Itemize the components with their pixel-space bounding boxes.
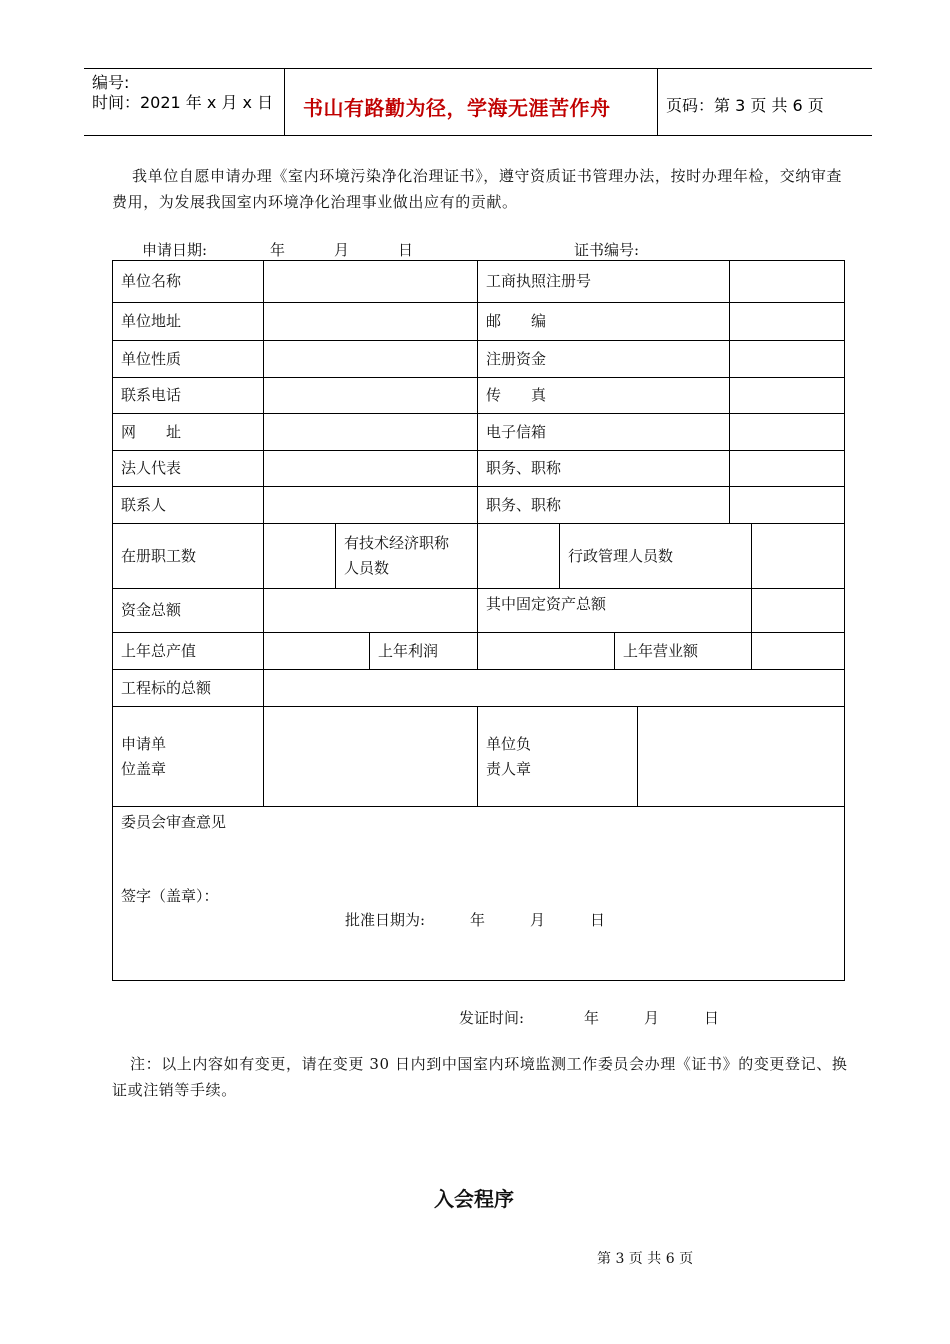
header-top-rule [84, 68, 872, 69]
label-contact-position: 职务、职称 [478, 487, 730, 524]
label-admin-staff: 行政管理人员数 [560, 524, 752, 589]
application-form [112, 260, 845, 981]
label-applicant-seal-line1: 申请单 [121, 734, 167, 753]
field-unit-address[interactable] [264, 303, 478, 341]
label-last-year-revenue: 上年营业额 [615, 633, 752, 670]
label-email: 电子信箱 [478, 414, 730, 451]
field-unit-nature[interactable] [264, 341, 478, 378]
section-title: 入会程序 [434, 1187, 514, 1211]
field-phone[interactable] [264, 378, 478, 414]
field-postcode[interactable] [730, 303, 845, 341]
cert-number-label: 证书编号: [574, 241, 640, 259]
field-business-license[interactable] [730, 261, 845, 303]
label-leader-seal-line2: 责人章 [486, 759, 532, 778]
label-leader-seal-line1: 单位负 [486, 734, 532, 753]
label-tech-staff-line2: 人员数 [344, 559, 390, 577]
label-business-license: 工商执照注册号 [478, 261, 730, 303]
label-legal-rep: 法人代表 [113, 451, 264, 487]
label-last-year-profit: 上年利润 [370, 633, 478, 670]
label-unit-address: 单位地址 [113, 303, 264, 341]
field-contact-position[interactable] [730, 487, 845, 524]
label-tech-staff [336, 524, 478, 589]
field-leader-seal[interactable] [638, 707, 845, 807]
header-divider-left [284, 68, 285, 136]
apply-date-month: 月 [334, 241, 350, 259]
label-project-total: 工程标的总额 [113, 670, 264, 707]
label-applicant-seal-line2: 位盖章 [121, 759, 167, 778]
label-fax: 传 真 [478, 378, 730, 414]
label-staff-count: 在册职工数 [113, 524, 264, 589]
label-postcode: 邮 编 [478, 303, 730, 341]
header-bottom-rule [84, 135, 872, 136]
apply-date-year: 年 [270, 241, 286, 259]
label-last-year-output: 上年总产值 [113, 633, 264, 670]
intro-paragraph: 我单位自愿申请办理《室内环境污染净化治理证书》，遵守资质证书管理办法，按时办理年检，交纳审查费用，为发展我国室内环境净化治理事业做出应有的贡献。 [112, 167, 843, 211]
field-contact[interactable] [264, 487, 478, 524]
label-signature: 签字（盖章）： [121, 887, 219, 905]
page-footer: 第 3 页 共 6 页 [597, 1251, 694, 1267]
page-indicator: 页码：第 3 页 共 6 页 [666, 96, 824, 115]
issue-date: 发证时间: 年 月 日 [459, 1009, 720, 1027]
field-project-total[interactable] [264, 670, 845, 707]
field-tech-staff[interactable] [478, 524, 560, 589]
label-contact: 联系人 [113, 487, 264, 524]
label-leader-seal [478, 707, 638, 807]
field-registered-capital[interactable] [730, 341, 845, 378]
apply-date-label: 申请日期: [142, 241, 208, 259]
field-last-year-profit[interactable] [478, 633, 615, 670]
label-unit-nature: 单位性质 [113, 341, 264, 378]
field-total-capital[interactable] [264, 589, 478, 633]
document-date-label: 时间：2021 年 x 月 x 日 [92, 93, 274, 112]
field-applicant-seal[interactable] [264, 707, 478, 807]
field-staff-count[interactable] [264, 524, 336, 589]
field-website[interactable] [264, 414, 478, 451]
label-tech-staff-line1: 有技术经济职称 [344, 534, 450, 552]
field-last-year-revenue[interactable] [752, 633, 845, 670]
label-fixed-assets: 其中固定资产总额 [478, 589, 752, 633]
label-legal-rep-position: 职务、职称 [478, 451, 730, 487]
header-motto: 书山有路勤为径，学海无涯苦作舟 [303, 96, 611, 120]
field-legal-rep[interactable] [264, 451, 478, 487]
change-note: 注：以上内容如有变更，请在变更 30 日内到中国室内环境监测工作委员会办理《证书》的变更登记、换证或注销等手续。 [112, 1055, 848, 1099]
label-approval-date: 批准日期为: 年 月 日 [345, 911, 606, 929]
document-number-label: 编号: [92, 73, 130, 92]
field-admin-staff[interactable] [752, 524, 845, 589]
header-divider-right [657, 68, 658, 136]
field-last-year-output[interactable] [264, 633, 370, 670]
apply-date-day: 日 [398, 241, 414, 259]
field-legal-rep-position[interactable] [730, 451, 845, 487]
field-fixed-assets[interactable] [752, 589, 845, 633]
field-email[interactable] [730, 414, 845, 451]
field-fax[interactable] [730, 378, 845, 414]
committee-opinion-cell[interactable] [113, 807, 845, 981]
label-total-capital: 资金总额 [113, 589, 264, 633]
label-phone: 联系电话 [113, 378, 264, 414]
label-committee-opinion: 委员会审查意见 [121, 813, 227, 831]
label-website: 网 址 [113, 414, 264, 451]
label-applicant-seal [113, 707, 264, 807]
label-unit-name: 单位名称 [113, 261, 264, 303]
field-unit-name[interactable] [264, 261, 478, 303]
label-registered-capital: 注册资金 [478, 341, 730, 378]
